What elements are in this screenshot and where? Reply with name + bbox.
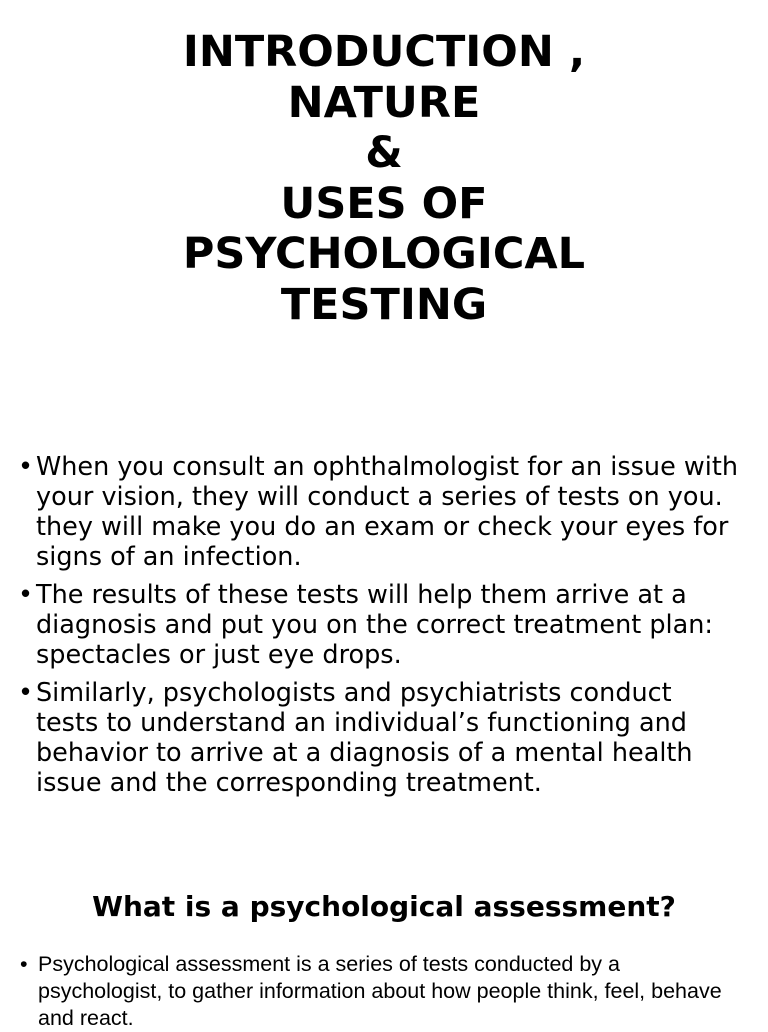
section-heading: What is a psychological assessment?	[92, 890, 676, 923]
bullet-icon: •	[20, 952, 28, 976]
title-line: USES OF	[280, 178, 488, 229]
intro-bullet-list	[18, 452, 738, 806]
title-line: &	[365, 128, 403, 178]
title-line: PSYCHOLOGICAL	[182, 229, 586, 279]
list-item	[18, 452, 738, 572]
list-item	[18, 678, 738, 798]
bullet-icon: •	[18, 678, 34, 708]
bullet-text: Psychological assessment is a series of tests conducted by a psychologist, to gather information about how people think, feel, behave and react.	[38, 952, 722, 1030]
list-item	[18, 580, 738, 670]
bullet-text: When you consult an ophthalmologist for an issue with your vision, they will conduct a series of tests on you. they will make you do an exam or check your eyes for signs of an infection.	[36, 452, 738, 572]
bullet-icon: •	[18, 580, 34, 610]
title-line: TESTING	[280, 279, 488, 330]
assessment-bullet-list	[20, 951, 740, 1032]
bullet-text: The results of these tests will help them arrive at a diagnosis and put you on the correct treatment plan: spectacles or just eye drops.	[36, 580, 713, 670]
title-line: INTRODUCTION ,	[182, 27, 586, 77]
bullet-text: Similarly, psychologists and psychiatrists conduct tests to understand an individual’s functioning and behavior to arrive at a diagnosis of a mental health issue and the corresponding treatment.	[36, 678, 693, 798]
list-item	[20, 951, 740, 1032]
title-line: NATURE	[287, 77, 481, 128]
page-title	[0, 27, 768, 330]
bullet-icon: •	[18, 452, 34, 482]
